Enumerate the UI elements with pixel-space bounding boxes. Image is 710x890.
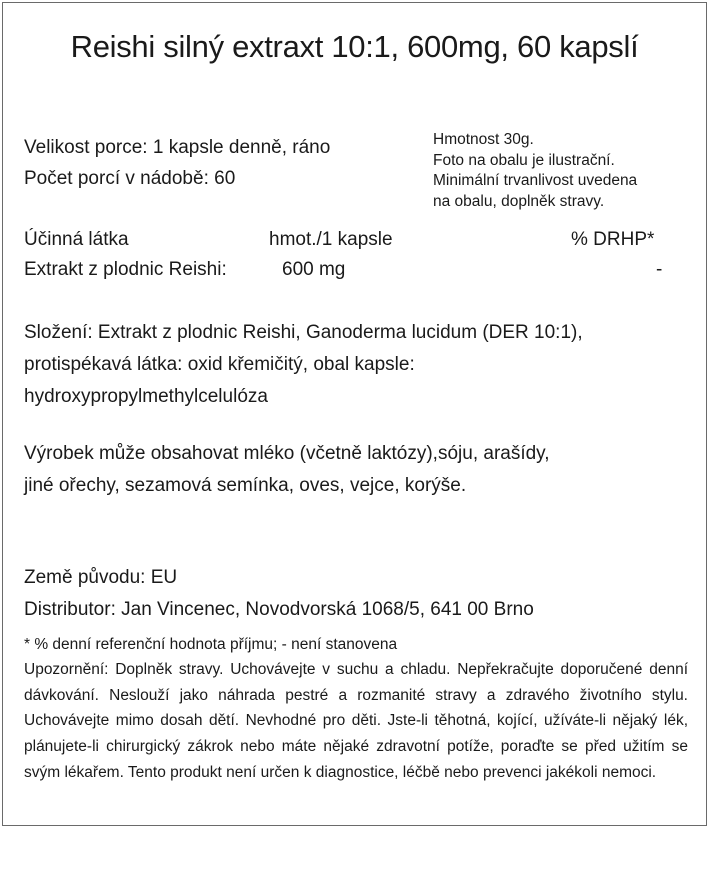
photo-note: Foto na obalu je ilustrační. bbox=[433, 151, 615, 169]
header-drhp: % DRHP* bbox=[571, 229, 655, 250]
package-info bbox=[433, 130, 637, 212]
servings-per-container: Počet porcí v nádobě: 60 bbox=[24, 168, 236, 189]
country-of-origin: Země původu: EU bbox=[24, 567, 178, 588]
header-substance: Účinná látka bbox=[24, 229, 129, 250]
net-weight: Hmotnost 30g. bbox=[433, 131, 534, 148]
warning-text: Upozornění: Doplněk stravy. Uchovávejte v suchu a chladu. Nepřekračujte doporučené denní dávkování. Neslouží jako náhrada pestré a rozmanité stravy a zdravého životního stylu. Uchovávejte mimo dosah dětí. Nevhodné pro děti. Jste-li těhotná, kojící, užíváte-li nějaký lék, plánujete-li chirurgický zákrok nebo máte nějaké zdravotní potíže, poraďte se před užitím se svým lékařem. Tento produkt není určen k diagnostice, léčbě nebo prevenci jakékoli nemoci. bbox=[24, 661, 688, 781]
product-label bbox=[2, 2, 707, 826]
row-drhp: - bbox=[656, 259, 663, 280]
supplement-note: na obalu, doplněk stravy. bbox=[433, 192, 605, 210]
composition bbox=[24, 317, 583, 413]
composition-line-1: Složení: Extrakt z plodnic Reishi, Ganoderma lucidum (DER 10:1), bbox=[24, 322, 583, 343]
footnote: * % denní referenční hodnota příjmu; - není stanovena bbox=[24, 636, 398, 653]
row-amount: 600 mg bbox=[282, 259, 346, 280]
allergens-line-1: Výrobek může obsahovat mléko (včetně laktózy),sóju, arašídy, bbox=[24, 443, 550, 464]
composition-line-2: protispékavá látka: oxid křemičitý, obal kapsle: bbox=[24, 354, 415, 375]
serving-info bbox=[24, 132, 330, 194]
product-title: Reishi silný extraxt 10:1, 600mg, 60 kapslí bbox=[70, 29, 639, 64]
allergens bbox=[24, 438, 550, 502]
best-before-note: Minimální trvanlivost uvedena bbox=[433, 172, 638, 189]
serving-size: Velikost porce: 1 kapsle denně, ráno bbox=[24, 137, 331, 158]
origin-distributor bbox=[24, 562, 534, 626]
allergens-line-2: jiné ořechy, sezamová semínka, oves, vejce, korýše. bbox=[24, 475, 467, 496]
composition-line-3: hydroxypropylmethylcelulóza bbox=[24, 386, 268, 407]
header-amount: hmot./1 kapsle bbox=[269, 229, 393, 250]
distributor: Distributor: Jan Vincenec, Novodvorská 1068/5, 641 00 Brno bbox=[24, 599, 534, 620]
row-substance: Extrakt z plodnic Reishi: bbox=[24, 259, 227, 280]
